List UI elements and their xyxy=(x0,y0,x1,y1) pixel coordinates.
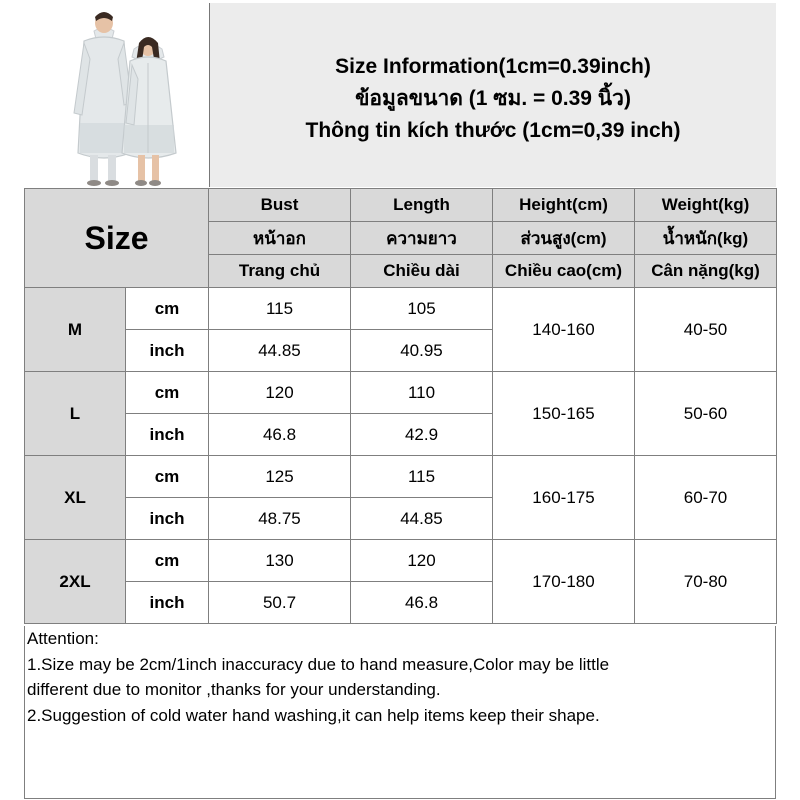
unit-cm: cm xyxy=(126,288,209,330)
table-row xyxy=(25,456,777,498)
length-inch-value: 46.8 xyxy=(351,582,493,624)
length-cm-value: 120 xyxy=(351,540,493,582)
unit-inch: inch xyxy=(126,582,209,624)
note-line: different due to monitor ,thanks for your understanding. xyxy=(27,680,441,699)
length-inch-value: 40.95 xyxy=(351,330,493,372)
attention-notes xyxy=(24,626,776,799)
size-information-title-panel xyxy=(209,3,776,187)
title-english: Size Information(1cm=0.39inch) xyxy=(335,55,651,78)
column-header-length-vietnamese: Chiều dài xyxy=(351,255,493,288)
bust-cm-value: 115 xyxy=(209,288,351,330)
unit-inch: inch xyxy=(126,414,209,456)
bust-inch-value: 46.8 xyxy=(209,414,351,456)
weight-range: 60-70 xyxy=(635,456,777,540)
column-header-weight: Weight(kg) xyxy=(635,189,777,222)
table-row xyxy=(25,372,777,414)
weight-range: 70-80 xyxy=(635,540,777,624)
column-header-weight-thai: น้ำหนัก(kg) xyxy=(635,222,777,255)
length-cm-value: 115 xyxy=(351,456,493,498)
size-label-l: L xyxy=(25,372,126,456)
note-line: 2.Suggestion of cold water hand washing,it can help items keep their shape. xyxy=(27,705,600,725)
unit-cm: cm xyxy=(126,456,209,498)
length-cm-value: 105 xyxy=(351,288,493,330)
length-cm-value: 110 xyxy=(351,372,493,414)
bust-inch-value: 50.7 xyxy=(209,582,351,624)
column-header-length: Length xyxy=(351,189,493,222)
bust-inch-value: 44.85 xyxy=(209,330,351,372)
size-table xyxy=(24,188,777,624)
unit-cm: cm xyxy=(126,372,209,414)
height-range: 160-175 xyxy=(493,456,635,540)
height-range: 140-160 xyxy=(493,288,635,372)
header-row-english xyxy=(25,189,777,222)
bust-inch-value: 48.75 xyxy=(209,498,351,540)
unit-inch: inch xyxy=(126,498,209,540)
table-row xyxy=(25,288,777,330)
size-heading: Size xyxy=(25,189,209,288)
size-label-m: M xyxy=(25,288,126,372)
product-photo xyxy=(24,3,208,187)
column-header-weight-vietnamese: Cân nặng(kg) xyxy=(635,255,777,288)
note-line: 1.Size may be 2cm/1inch inaccuracy due to hand measure,Color may be little xyxy=(27,654,610,674)
column-header-bust: Bust xyxy=(209,189,351,222)
column-header-bust-thai: หน้าอก xyxy=(209,222,351,255)
table-row xyxy=(25,540,777,582)
column-header-height-vietnamese: Chiều cao(cm) xyxy=(493,255,635,288)
height-range: 150-165 xyxy=(493,372,635,456)
bust-cm-value: 125 xyxy=(209,456,351,498)
column-header-height: Height(cm) xyxy=(493,189,635,222)
title-vietnamese: Thông tin kích thước (1cm=0,39 inch) xyxy=(305,119,681,142)
bust-cm-value: 120 xyxy=(209,372,351,414)
couple-raincoat-illustration xyxy=(24,3,208,187)
length-inch-value: 42.9 xyxy=(351,414,493,456)
unit-inch: inch xyxy=(126,330,209,372)
weight-range: 40-50 xyxy=(635,288,777,372)
title-thai: ข้อมูลขนาด (1 ซม. = 0.39 นิ้ว) xyxy=(355,87,631,110)
attention-heading: Attention: xyxy=(27,629,99,648)
column-header-height-thai: ส่วนสูง(cm) xyxy=(493,222,635,255)
unit-cm: cm xyxy=(126,540,209,582)
height-range: 170-180 xyxy=(493,540,635,624)
weight-range: 50-60 xyxy=(635,372,777,456)
column-header-length-thai: ความยาว xyxy=(351,222,493,255)
bust-cm-value: 130 xyxy=(209,540,351,582)
column-header-bust-vietnamese: Trang chủ xyxy=(209,255,351,288)
size-label-xl: XL xyxy=(25,456,126,540)
length-inch-value: 44.85 xyxy=(351,498,493,540)
size-label-2xl: 2XL xyxy=(25,540,126,624)
